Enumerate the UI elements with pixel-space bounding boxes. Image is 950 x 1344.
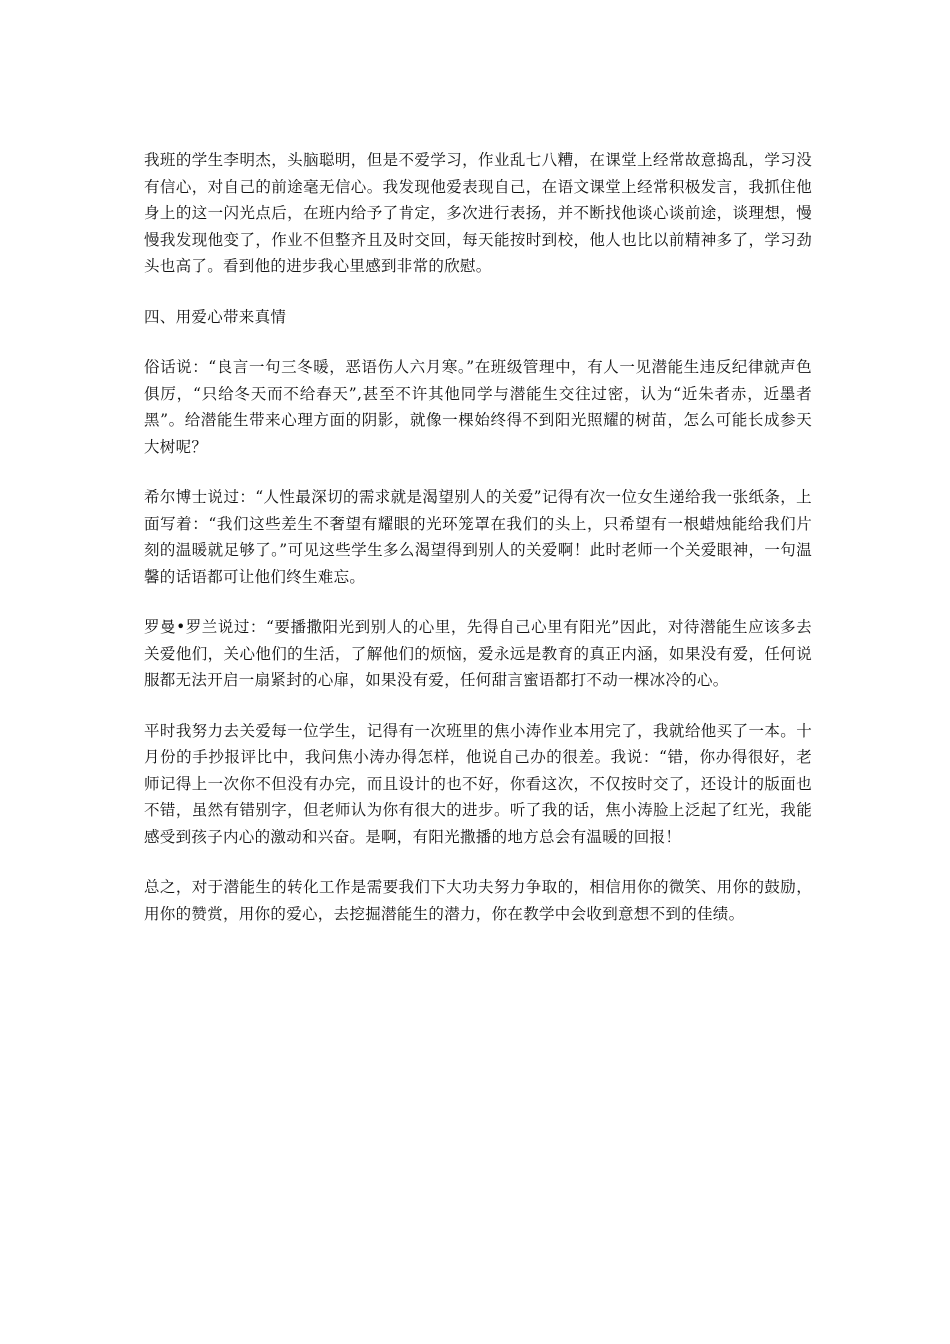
paragraph-jiao-xiaotao: 平时我努力去关爱每一位学生，记得有一次班里的焦小涛作业本用完了，我就给他买了一本。十月份的手抄报评比中，我问焦小涛办得怎样，他说自己办的很差。我说：“错，你办得很好，老师记得上一次你不但没有办完，而且设计的也不好，你看这次，不仅按时交了，还设计的版面也不错，虽然有错别字，但老师认为你有很大的进步。听了我的话，焦小涛脸上泛起了红光，我能感受到孩子内心的激动和兴奋。是啊，有阳光撒播的地方总会有温暖的回报！ [144, 721, 812, 846]
paragraph-li-mingjie: 我班的学生李明杰，头脑聪明，但是不爱学习，作业乱七八糟，在课堂上经常故意捣乱，学习没有信心，对自己的前途毫无信心。我发现他爱表现自己，在语文课堂上经常积极发言，我抓住他身上的这一闪光点后，在班内给予了肯定，多次进行表扬，并不断找他谈心谈前途，谈理想，慢慢我发现他变了，作业不但整齐且及时交回，每天能按时到校，他人也比以前精神多了，学习劲头也高了。看到他的进步我心里感到非常的欣慰。 [144, 151, 812, 275]
paragraph-conclusion: 总之，对于潜能生的转化工作是需要我们下大功夫努力争取的，相信用你的微笑、用你的鼓励，用你的赞赏，用你的爱心，去挖掘潜能生的潜力，你在教学中会收到意想不到的佳绩。 [144, 878, 812, 923]
paragraph-dr-hill: 希尔博士说过：“人性最深切的需求就是渴望别人的关爱”记得有次一位女生递给我一张纸条，上面写着：“我们这些差生不奢望有耀眼的光环笼罩在我们的头上，只希望有一根蜡烛能给我们片刻的温暖就足够了。”可见这些学生多么渴望得到别人的关爱啊！此时老师一个关爱眼神，一句温馨的话语都可让他们终生难忘。 [144, 488, 812, 586]
paragraph-romain-rolland: 罗曼•罗兰说过：“要播撒阳光到别人的心里，先得自己心里有阳光”因此，对待潜能生应该多去关爱他们，关心他们的生活，了解他们的烦恼，爱永远是教育的真正内涵，如果没有爱，任何说服都无法开启一扇紧封的心扉，如果没有爱，任何甜言蜜语都打不动一棵冰冷的心。 [144, 618, 812, 689]
paragraph-proverb: 俗话说：“良言一句三冬暖，恶语伤人六月寒。”在班级管理中，有人一见潜能生违反纪律就声色俱厉，“只给冬天而不给春天”,甚至不许其他同学与潜能生交往过密，认为“近朱者赤，近墨者黑”。给潜能生带来心理方面的阴影，就像一棵始终得不到阳光照耀的树苗，怎么可能长成参天大树呢？ [144, 358, 812, 456]
document-body [144, 147, 812, 951]
section-heading: 四、用爱心带来真情 [144, 307, 287, 326]
